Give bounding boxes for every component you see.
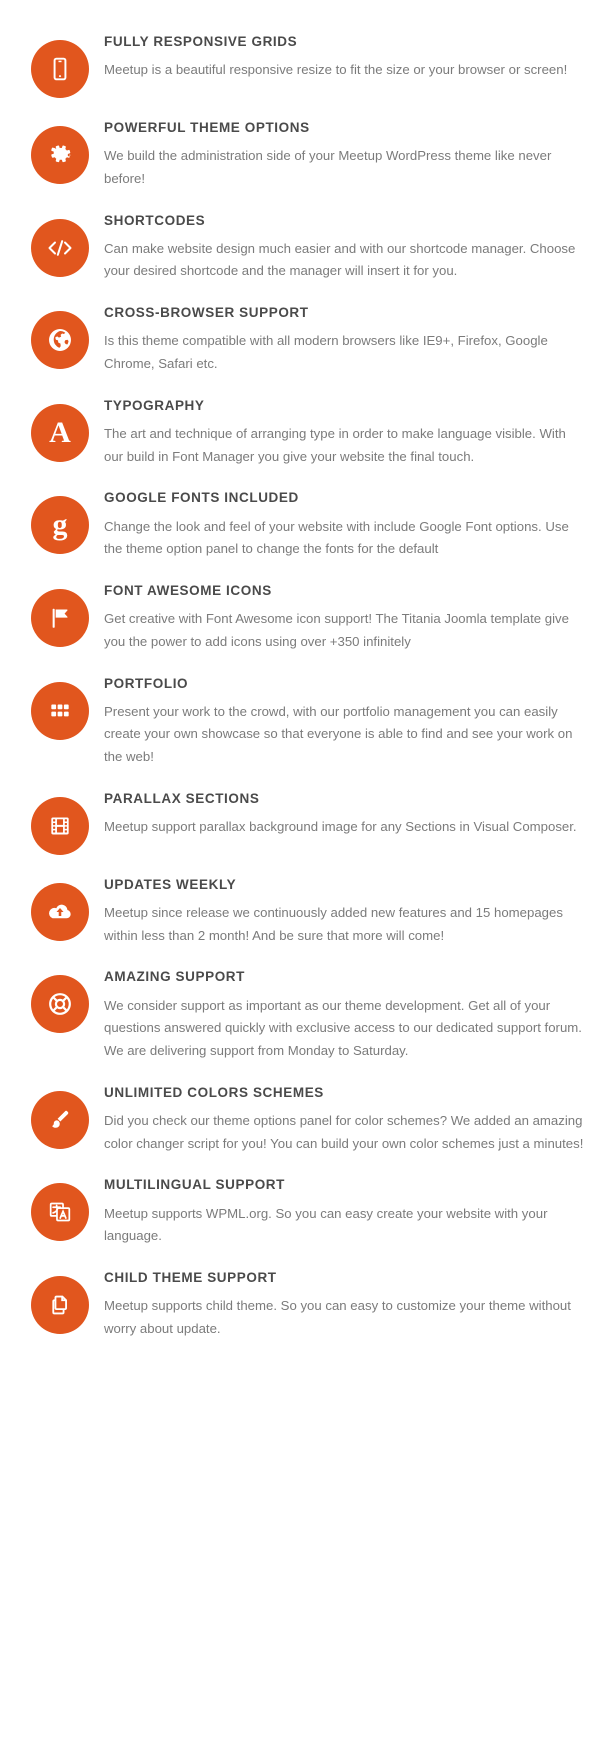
feature-title: MULTILINGUAL SUPPORT xyxy=(104,1177,285,1193)
feature-item xyxy=(28,1177,588,1270)
feature-item xyxy=(28,213,588,306)
feature-title: UNLIMITED COLORS SCHEMES xyxy=(104,1084,324,1100)
feature-body xyxy=(92,213,588,284)
feature-title: GOOGLE FONTS INCLUDED xyxy=(104,490,299,506)
feature-title: UPDATES WEEKLY xyxy=(104,876,237,892)
feature-title: TYPOGRAPHY xyxy=(104,397,205,413)
feature-description: Meetup since release we continuously added new features and 15 homepages within less than 2 month! And be sure that more will come! xyxy=(104,905,563,943)
letter-g-glyph: g xyxy=(52,508,68,542)
icon-container xyxy=(28,791,92,855)
icon-container xyxy=(28,1177,92,1241)
icon-container xyxy=(28,213,92,277)
google-g-icon xyxy=(31,496,89,554)
icon-container xyxy=(28,1085,92,1149)
feature-item xyxy=(28,583,588,676)
feature-title: PORTFOLIO xyxy=(104,675,189,691)
feature-title: SHORTCODES xyxy=(104,212,206,228)
feature-description: Meetup is a beautiful responsive resize to fit the size or your browser or screen! xyxy=(104,62,568,78)
feature-description: Meetup supports WPML.org. So you can easy create your website with your language. xyxy=(104,1205,548,1244)
feature-title: AMAZING SUPPORT xyxy=(104,969,246,985)
icon-container xyxy=(28,120,92,184)
icon-container xyxy=(28,34,92,98)
icon-container xyxy=(28,305,92,369)
feature-body xyxy=(92,398,588,469)
feature-title: PARALLAX SECTIONS xyxy=(104,790,260,806)
feature-description: Can make website design much easier and with our shortcode manager. Choose your desired shortcode and the manager will insert it for you. xyxy=(104,240,576,279)
feature-description: Did you check our theme options panel for color schemes? We added an amazing color changer script for you! You can build your own color schemes just a minutes! xyxy=(104,1112,584,1151)
feature-body xyxy=(92,676,588,769)
feature-body xyxy=(92,34,588,82)
globe-icon xyxy=(31,311,89,369)
feature-description: Meetup supports child theme. So you can easy to customize your theme without worry about update. xyxy=(104,1298,571,1336)
flag-icon xyxy=(31,589,89,647)
film-strip-icon xyxy=(31,797,89,855)
icon-container xyxy=(28,676,92,740)
feature-item xyxy=(28,1085,588,1178)
feature-item xyxy=(28,1270,588,1363)
feature-item xyxy=(28,490,588,583)
life-ring-icon xyxy=(31,975,89,1033)
feature-title: CROSS-BROWSER SUPPORT xyxy=(104,305,309,321)
feature-item xyxy=(28,120,588,213)
feature-item xyxy=(28,676,588,791)
feature-title: FONT AWESOME ICONS xyxy=(104,582,272,598)
feature-description: Is this theme compatible with all modern browsers like IE9+, Firefox, Google Chrome, Safari etc. xyxy=(104,333,548,372)
feature-description: We consider support as important as our theme development. Get all of your questions answered quickly with exclusive access to our dedicated support forum. We are delivering support from Monday to Saturday. xyxy=(104,997,582,1059)
translate-language-icon xyxy=(31,1183,89,1241)
copy-files-icon xyxy=(31,1276,89,1334)
feature-description: Get creative with Font Awesome icon support! The Titania Joomla template give you the power to add icons using over +350 infinitely xyxy=(104,611,569,649)
icon-container xyxy=(28,969,92,1033)
feature-body xyxy=(92,969,588,1062)
feature-item xyxy=(28,877,588,970)
letter-a-icon xyxy=(31,404,89,462)
feature-description: The art and technique of arranging type in order to make language visible. With our build in Font Manager you give your website the final touch. xyxy=(104,425,566,464)
feature-item xyxy=(28,791,588,877)
feature-body xyxy=(92,490,588,561)
cloud-upload-icon xyxy=(31,883,89,941)
feature-item xyxy=(28,305,588,398)
feature-body xyxy=(92,1177,588,1248)
feature-item xyxy=(28,969,588,1084)
feature-title: POWERFUL THEME OPTIONS xyxy=(104,120,310,135)
icon-container xyxy=(28,1270,92,1334)
features-list xyxy=(28,34,588,1363)
feature-body xyxy=(92,791,588,839)
gear-icon xyxy=(31,126,89,184)
letter-a-glyph: A xyxy=(49,415,71,449)
feature-title: FULLY RESPONSIVE GRIDS xyxy=(104,34,298,49)
icon-container xyxy=(28,583,92,647)
icon-container xyxy=(28,877,92,941)
feature-body xyxy=(92,1270,588,1341)
feature-body xyxy=(92,877,588,948)
code-brackets-icon xyxy=(31,219,89,277)
feature-description: Meetup support parallax background image for any Sections in Visual Composer. xyxy=(104,819,577,835)
icon-container xyxy=(28,490,92,554)
feature-item xyxy=(28,398,588,491)
feature-title: CHILD THEME SUPPORT xyxy=(104,1269,277,1285)
paint-brush-icon xyxy=(31,1091,89,1149)
feature-body xyxy=(92,120,588,191)
feature-description: We build the administration side of your Meetup WordPress theme like never before! xyxy=(104,148,552,186)
feature-body xyxy=(92,583,588,654)
feature-description: Change the look and feel of your website with include Google Font options. Use the theme option panel to change the fonts for the default xyxy=(104,518,569,557)
feature-body xyxy=(92,1085,588,1156)
grid-squares-icon xyxy=(31,682,89,740)
feature-body xyxy=(92,305,588,376)
feature-item xyxy=(28,34,588,120)
icon-container xyxy=(28,398,92,462)
feature-description: Present your work to the crowd, with our portfolio management you can easily create your own showcase so that everyone is able to find and see your work on the web! xyxy=(104,703,573,765)
mobile-phone-icon xyxy=(31,40,89,98)
